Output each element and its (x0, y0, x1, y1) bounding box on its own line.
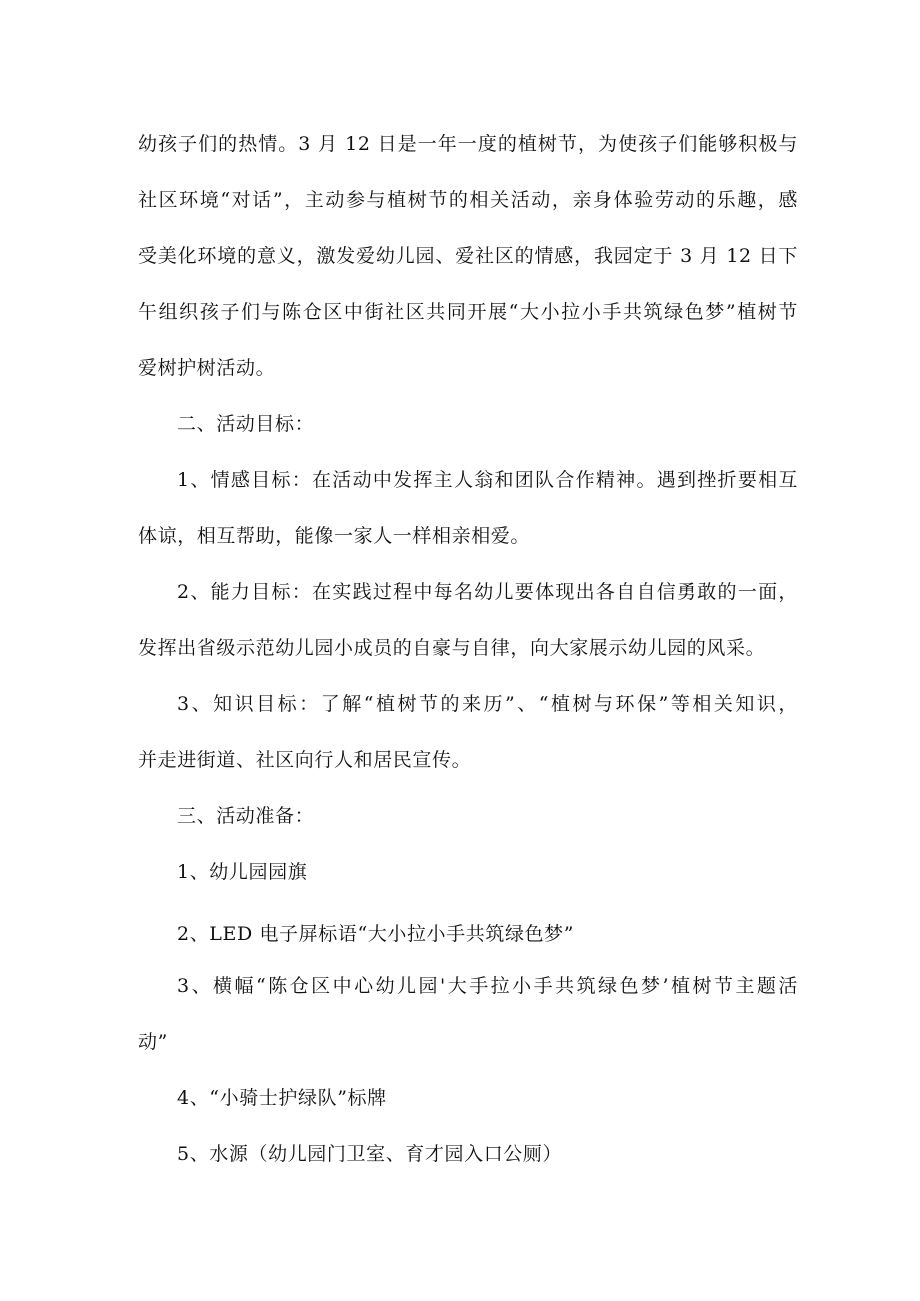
text-line: 2、能力目标：在实践过程中每名幼儿要体现出各自自信勇敢的一面， (177, 581, 798, 603)
text-line: 爱树护树活动。 (138, 357, 276, 379)
section-heading: 三、活动准备： (177, 805, 315, 827)
text-line: 动” (138, 1031, 168, 1053)
text-line: 发挥出省级示范幼儿园小成员的自豪与自律，向大家展示幼儿园的风采。 (138, 637, 766, 659)
text-line: 并走进街道、社区向行人和居民宣传。 (138, 749, 472, 771)
text-line: 体谅，相互帮助，能像一家人一样相亲相爱。 (138, 525, 531, 547)
list-item: 2、LED 电子屏标语“大小拉小手共筑绿色梦” (177, 923, 575, 945)
list-item: 5、水源（幼儿园门卫室、育才园入口公厕） (177, 1143, 563, 1165)
text-line: 3、知识目标：了解“植树节的来历”、“植树与环保”等相关知识， (177, 693, 798, 715)
text-line: 1、情感目标：在活动中发挥主人翁和团队合作精神。遇到挫折要相互 (177, 469, 798, 491)
text-line: 受美化环境的意义，激发爱幼儿园、爱社区的情感，我园定于 3 月 12 日下 (138, 245, 798, 267)
list-item: 3、横幅“陈仓区中心幼儿园'大手拉小手共筑绿色梦’植树节主题活 (177, 975, 798, 997)
list-item: 4、“小骑士护绿队”标牌 (177, 1087, 387, 1109)
text-line: 社区环境“对话”，主动参与植树节的相关活动，亲身体验劳动的乐趣，感 (138, 189, 798, 211)
section-heading: 二、活动目标： (177, 413, 315, 435)
text-line: 幼孩子们的热情。3 月 12 日是一年一度的植树节，为使孩子们能够积极与 (138, 133, 798, 155)
text-line: 午组织孩子们与陈仓区中街社区共同开展“大小拉小手共筑绿色梦”植树节 (138, 301, 798, 323)
list-item: 1、幼儿园园旗 (177, 861, 308, 883)
